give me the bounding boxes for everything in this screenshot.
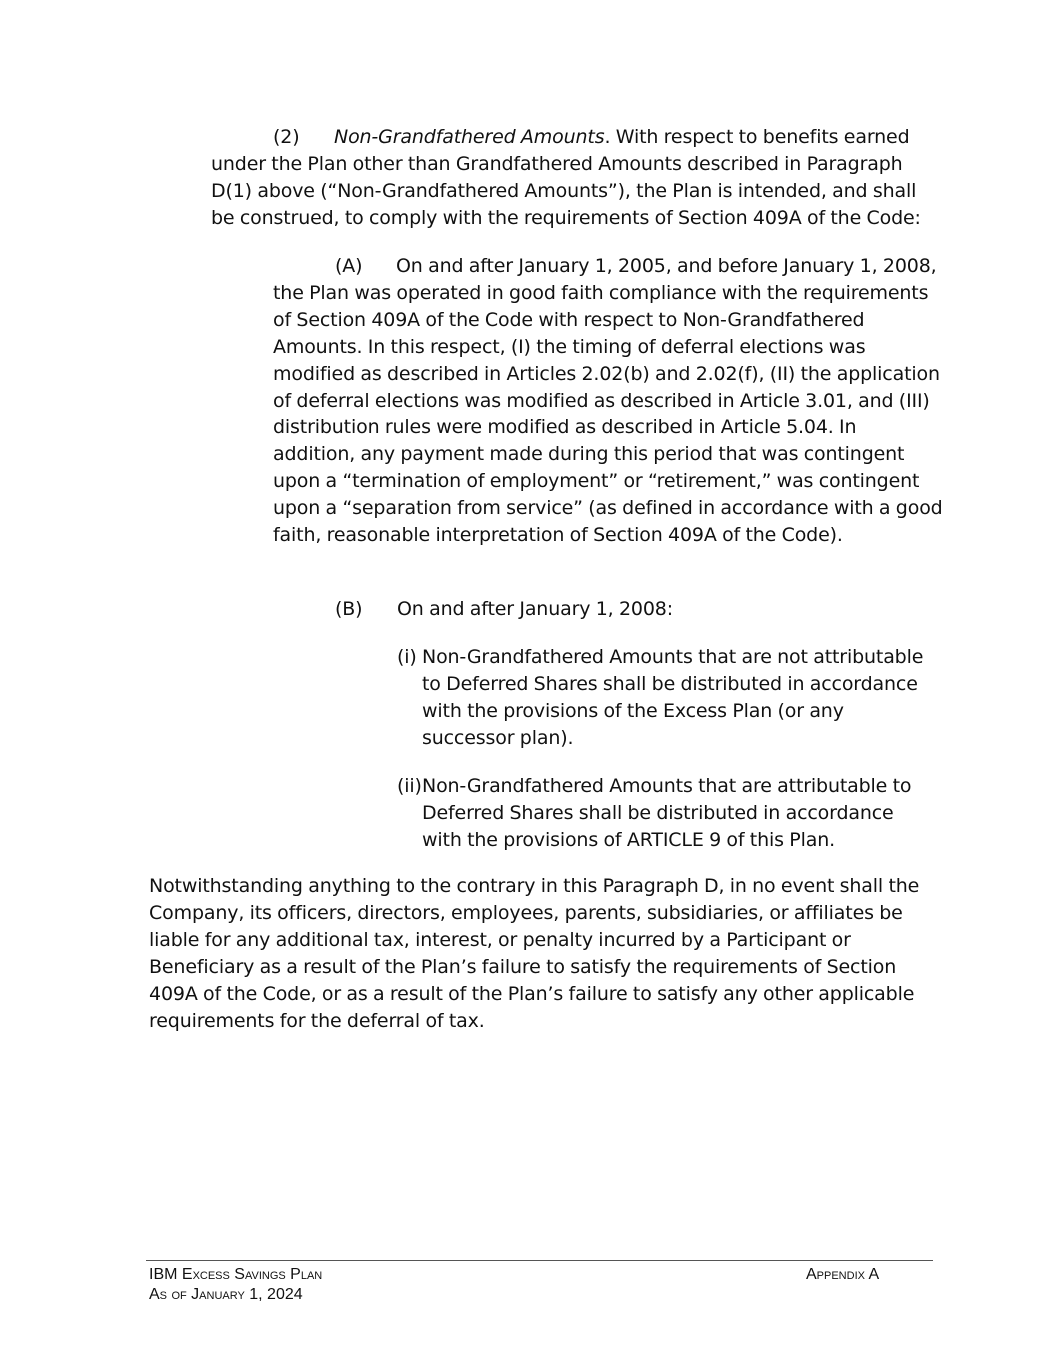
paragraph-a-number: (A)	[335, 255, 363, 277]
footer-as-of-date: As of January 1, 2024	[149, 1286, 303, 1303]
footer-appendix-label: Appendix A	[806, 1266, 880, 1283]
subitem-i	[397, 644, 937, 752]
paragraph-b-number: (B)	[335, 598, 363, 620]
paragraph-a-text: On and after January 1, 2005, and before January 1, 2008, the Plan was operated in good faith compliance with the requirements of Section 409A of the Code with respect to Non-Grandfathered Amounts. In this respect, (I) the timing of deferral elections was modified as described in Articles 2.02(b) and 2.02(f), (II) the application of deferral elections was modified as described in Article 3.01, and (III) distribution rules were modified as described in Article 5.04. In addition, any payment made during this period that was contingent upon a “termination of employment” or “retirement,” was contingent upon a “separation from service” (as defined in accordance with a good faith, reasonable interpretation of Section 409A of the Code).	[273, 255, 943, 547]
footer-plan-name: IBM Excess Savings Plan	[149, 1266, 323, 1283]
paragraph-2-text: . With respect to benefits earned under the Plan other than Grandfathered Amounts described in Paragraph D(1) above (“Non-Grandfathered Amounts”), the Plan is intended, and shall be construed, to comply with the requirements of Section 409A of the Code:	[211, 126, 921, 229]
subitem-ii-text: Non-Grandfathered Amounts that are attributable to Deferred Shares shall be distributed in accordance with the provisions of ARTICLE 9 of this Plan.	[422, 775, 912, 851]
notwithstanding-paragraph: Notwithstanding anything to the contrary in this Paragraph D, in no event shall the Company, its officers, directors, employees, parents, subsidiaries, or affiliates be liable for any additional tax, interest, or penalty incurred by a Participant or Beneficiary as a result of the Plan’s failure to satisfy the requirements of Section 409A of the Code, or as a result of the Plan’s failure to satisfy any other applicable requirements for the deferral of tax.	[149, 875, 920, 1032]
paragraph-2-number: (2)	[273, 126, 300, 148]
footer-divider	[146, 1260, 933, 1261]
paragraph-b-text: On and after January 1, 2008:	[397, 598, 673, 620]
paragraph-2	[211, 124, 931, 232]
paragraph-b	[335, 596, 935, 623]
paragraph-2-heading: Non-Grandfathered Amounts	[334, 126, 605, 148]
subitem-ii	[397, 773, 937, 854]
subitem-i-number: (i)	[397, 646, 417, 668]
subitem-ii-number: (ii)	[397, 775, 422, 797]
paragraph-a	[273, 253, 943, 549]
subitem-i-text: Non-Grandfathered Amounts that are not attributable to Deferred Shares shall be distributed in accordance with the provisions of the Excess Plan (or any successor plan).	[422, 646, 924, 749]
